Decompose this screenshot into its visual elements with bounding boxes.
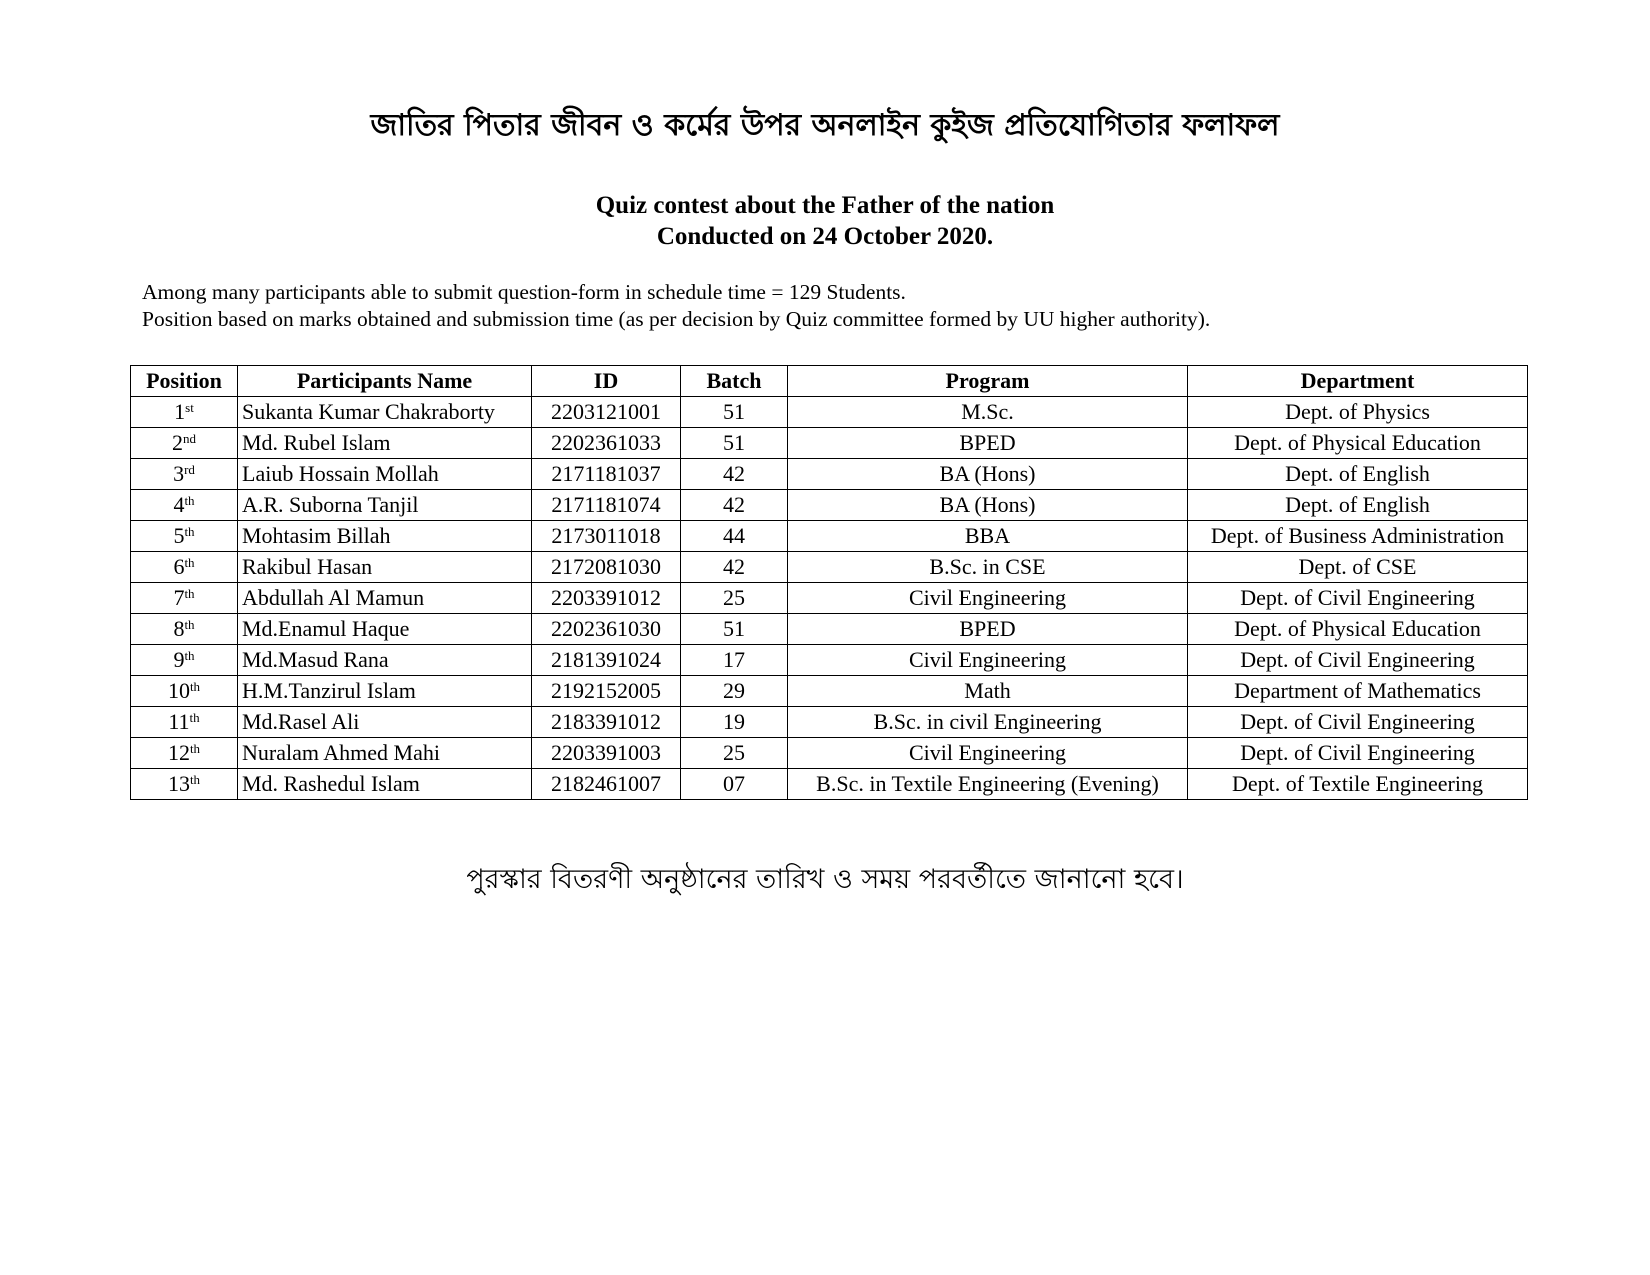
cell-batch: 19 [681,707,788,738]
position-number: 12 [167,740,190,765]
cell-participant-name: H.M.Tanzirul Islam [238,676,532,707]
cell-position [131,614,238,645]
cell-participant-name: Md. Rubel Islam [238,428,532,459]
header-id: ID [532,366,681,397]
cell-id: 2203121001 [532,397,681,428]
cell-participant-name: Md.Rasel Ali [238,707,532,738]
table-row [131,707,1528,738]
cell-position [131,459,238,490]
english-title-line-1: Quiz contest about the Father of the nation [595,192,1055,219]
cell-participant-name: Md.Enamul Haque [238,614,532,645]
cell-batch: 42 [681,552,788,583]
header-position: Position [131,366,238,397]
header-department: Department [1188,366,1528,397]
header-program: Program [788,366,1188,397]
cell-department: Dept. of Civil Engineering [1188,707,1528,738]
cell-id: 2181391024 [532,645,681,676]
table-row [131,397,1528,428]
position-suffix: th [184,617,195,632]
bengali-title: জাতির পিতার জীবন ও কর্মের উপর অনলাইন কুইজ প্রতিযোগিতার ফলাফল [370,108,1280,143]
cell-program: B.Sc. in Textile Engineering (Evening) [788,769,1188,800]
cell-batch: 51 [681,614,788,645]
cell-batch: 51 [681,428,788,459]
cell-department: Dept. of Physical Education [1188,428,1528,459]
table-row [131,614,1528,645]
cell-department: Dept. of Civil Engineering [1188,583,1528,614]
position-number: 10 [167,678,190,703]
table-row [131,645,1528,676]
position-suffix: th [184,524,195,539]
cell-position [131,769,238,800]
table-row [131,769,1528,800]
cell-position [131,707,238,738]
cell-id: 2172081030 [532,552,681,583]
position-suffix: th [184,555,195,570]
cell-program: B.Sc. in civil Engineering [788,707,1188,738]
table-row [131,552,1528,583]
table-row [131,738,1528,769]
position-number: 3 [173,461,185,486]
position-suffix: th [184,493,195,508]
note-position-basis: Position based on marks obtained and submission time (as per decision by Quiz committee formed by UU higher authority). [142,307,1211,331]
cell-department: Dept. of Business Administration [1188,521,1528,552]
cell-participant-name: Sukanta Kumar Chakraborty [238,397,532,428]
position-suffix: th [189,772,201,787]
cell-position [131,583,238,614]
cell-batch: 44 [681,521,788,552]
cell-batch: 51 [681,397,788,428]
cell-program: Civil Engineering [788,738,1188,769]
position-suffix: nd [183,431,196,446]
cell-batch: 29 [681,676,788,707]
position-suffix: st [185,400,194,415]
cell-position [131,490,238,521]
table-row [131,521,1528,552]
position-number: 9 [173,647,185,672]
table-row [131,676,1528,707]
cell-batch: 42 [681,459,788,490]
cell-id: 2173011018 [532,521,681,552]
table-row [131,459,1528,490]
cell-department: Dept. of English [1188,459,1528,490]
table-row [131,490,1528,521]
cell-id: 2171181037 [532,459,681,490]
position-suffix: rd [184,462,195,477]
cell-participant-name: Laiub Hossain Mollah [238,459,532,490]
cell-program: M.Sc. [788,397,1188,428]
cell-position [131,521,238,552]
position-suffix: th [184,648,195,663]
position-number: 11 [168,709,190,734]
note-participants-count: Among many participants able to submit question-form in schedule time = 129 Students. [142,280,906,304]
cell-department: Dept. of English [1188,490,1528,521]
cell-id: 2192152005 [532,676,681,707]
position-suffix: th [189,679,201,694]
cell-participant-name: Md.Masud Rana [238,645,532,676]
cell-position [131,552,238,583]
cell-participant-name: A.R. Suborna Tanjil [238,490,532,521]
position-number: 1 [174,399,186,424]
cell-id: 2203391012 [532,583,681,614]
cell-batch: 25 [681,738,788,769]
position-number: 5 [173,523,185,548]
cell-batch: 42 [681,490,788,521]
table-row [131,428,1528,459]
cell-department: Dept. of Civil Engineering [1188,645,1528,676]
bengali-footer-note: পুরস্কার বিতরণী অনুষ্ঠানের তারিখ ও সময় পরবর্তীতে জানানো হবে। [466,864,1184,895]
cell-id: 2202361033 [532,428,681,459]
cell-id: 2183391012 [532,707,681,738]
table-row [131,583,1528,614]
cell-program: BBA [788,521,1188,552]
cell-department: Dept. of Textile Engineering [1188,769,1528,800]
cell-participant-name: Rakibul Hasan [238,552,532,583]
cell-id: 2182461007 [532,769,681,800]
position-number: 6 [173,554,185,579]
cell-department: Department of Mathematics [1188,676,1528,707]
cell-department: Dept. of Civil Engineering [1188,738,1528,769]
position-suffix: th [189,741,201,756]
notes-block [142,279,1592,333]
cell-batch: 17 [681,645,788,676]
cell-position [131,397,238,428]
cell-program: BA (Hons) [788,459,1188,490]
cell-id: 2203391003 [532,738,681,769]
cell-position [131,428,238,459]
cell-department: Dept. of Physical Education [1188,614,1528,645]
cell-participant-name: Mohtasim Billah [238,521,532,552]
cell-program: BPED [788,614,1188,645]
cell-department: Dept. of CSE [1188,552,1528,583]
cell-batch: 25 [681,583,788,614]
position-number: 13 [167,771,190,796]
cell-position [131,676,238,707]
results-table [130,365,1528,800]
header-participants-name: Participants Name [238,366,532,397]
cell-department: Dept. of Physics [1188,397,1528,428]
cell-program: Civil Engineering [788,583,1188,614]
cell-id: 2171181074 [532,490,681,521]
position-suffix: th [184,586,195,601]
cell-program: BPED [788,428,1188,459]
header-batch: Batch [681,366,788,397]
position-number: 7 [173,585,185,610]
cell-id: 2202361030 [532,614,681,645]
cell-batch: 07 [681,769,788,800]
position-number: 4 [173,492,185,517]
cell-program: BA (Hons) [788,490,1188,521]
cell-position [131,738,238,769]
english-title-line-2: Conducted on 24 October 2020. [656,223,994,250]
table-header-row [131,366,1528,397]
cell-participant-name: Abdullah Al Mamun [238,583,532,614]
position-number: 2 [172,430,183,455]
cell-program: Civil Engineering [788,645,1188,676]
english-title [0,190,1650,252]
cell-participant-name: Md. Rashedul Islam [238,769,532,800]
cell-program: B.Sc. in CSE [788,552,1188,583]
position-number: 8 [173,616,185,641]
cell-position [131,645,238,676]
results-table-body [131,397,1528,800]
position-suffix: th [189,710,200,725]
cell-participant-name: Nuralam Ahmed Mahi [238,738,532,769]
cell-program: Math [788,676,1188,707]
